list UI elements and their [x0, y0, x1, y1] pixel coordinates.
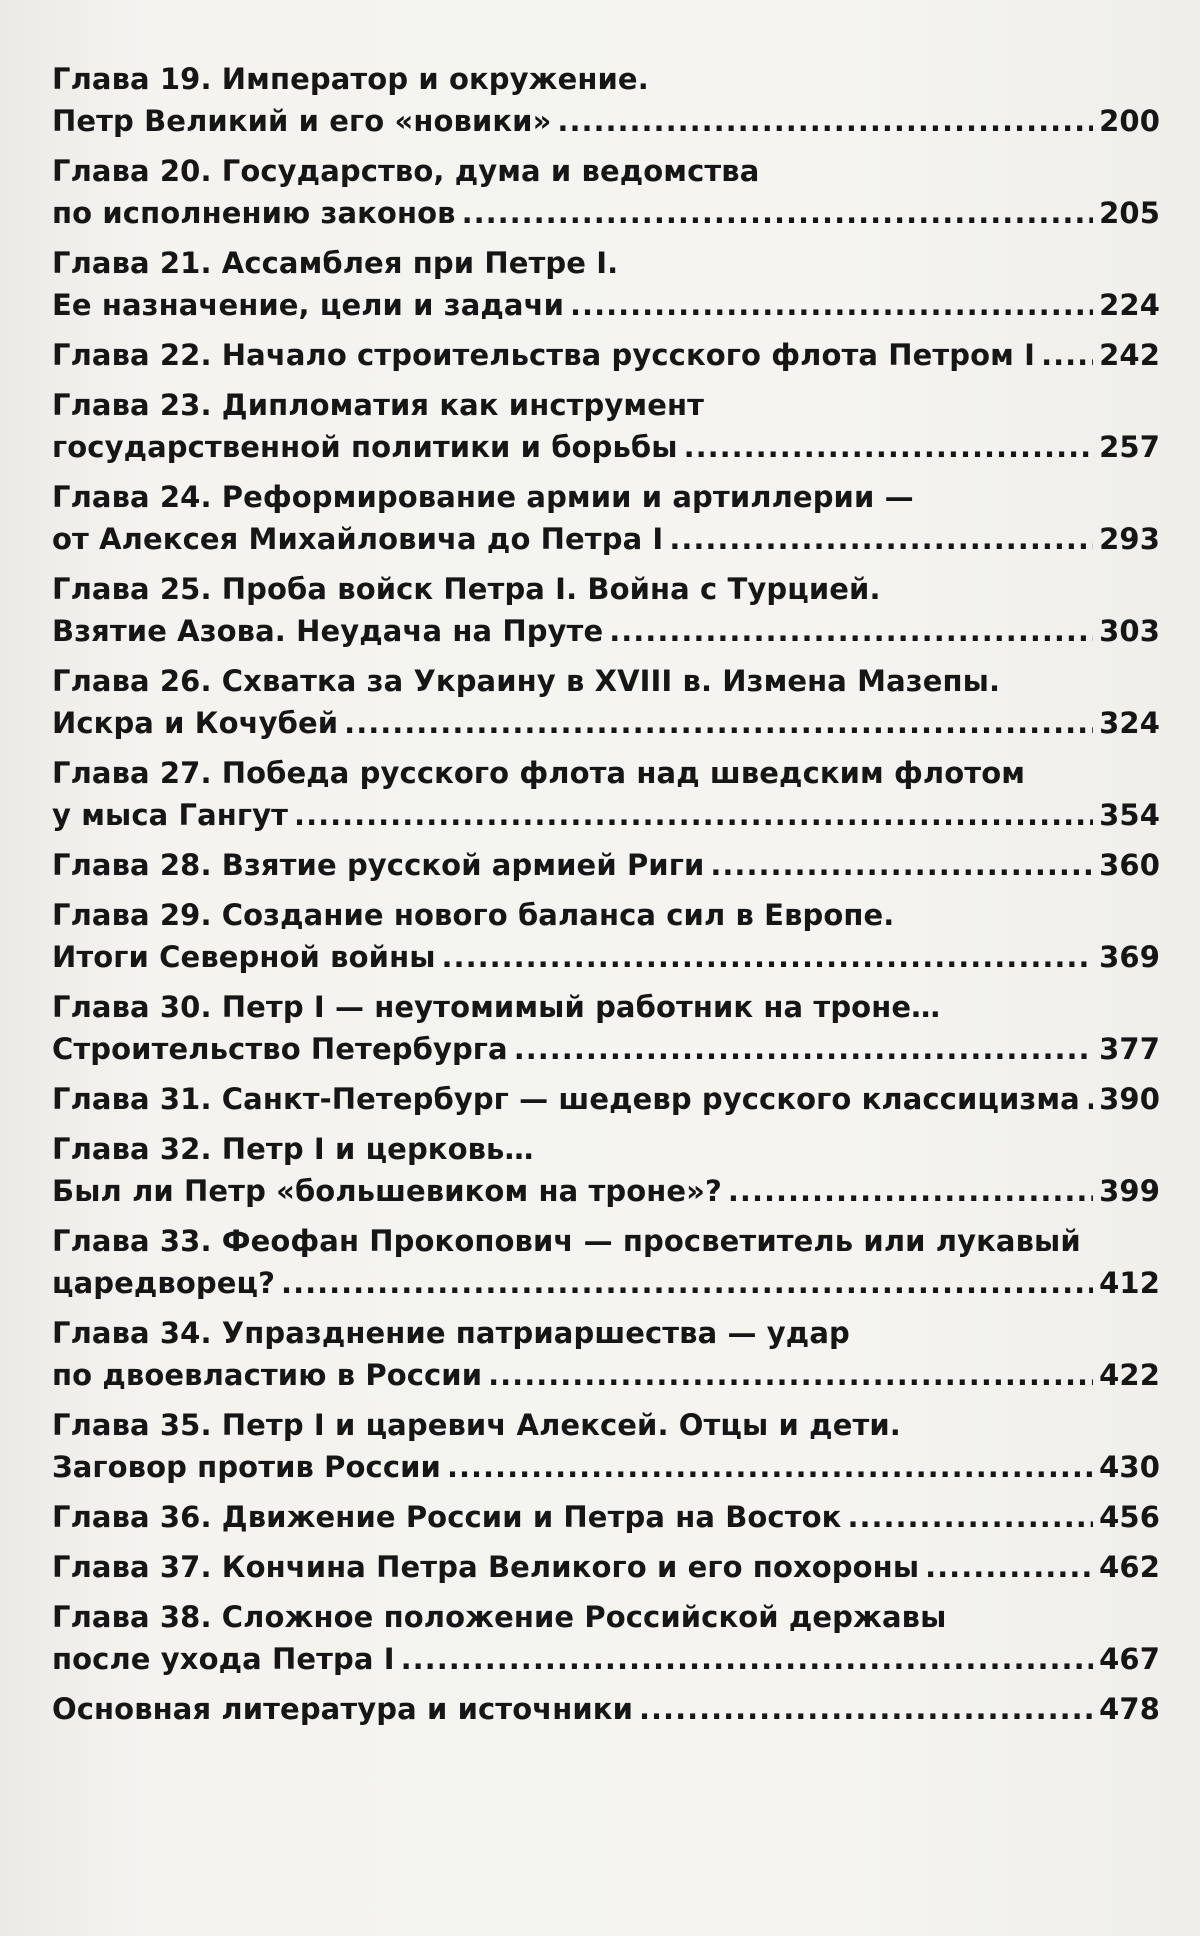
page-number: 200	[1099, 104, 1160, 138]
dot-leader	[401, 1638, 1094, 1680]
toc-entry-chapter-26	[52, 660, 1160, 744]
toc-entry-chapter-37	[52, 1546, 1160, 1588]
dot-leader	[557, 100, 1093, 142]
toc-entry-chapter-28	[52, 844, 1160, 886]
dot-leader	[925, 1546, 1093, 1588]
page-number: 360	[1099, 848, 1160, 882]
chapter-title-line: Итоги Северной войны	[52, 940, 436, 974]
chapter-title-line: Глава 25. Проба войск Петра I. Война с Турцией.	[52, 572, 881, 606]
dot-leader	[609, 610, 1093, 652]
page-number: 478	[1099, 1692, 1160, 1726]
page-number: 257	[1099, 430, 1160, 464]
page-number: 369	[1099, 940, 1160, 974]
chapter-title-line: Глава 29. Создание нового баланса сил в Европе.	[52, 898, 895, 932]
chapter-title-line: Глава 28. Взятие русской армией Риги	[52, 848, 705, 882]
chapter-title-line: Петр Великий и его «новики»	[52, 104, 552, 138]
chapter-title-line: Глава 30. Петр I — неутомимый работник на троне…	[52, 990, 941, 1024]
dot-leader	[669, 518, 1093, 560]
dot-leader	[728, 1170, 1093, 1212]
chapter-title-line: Глава 24. Реформирование армии и артиллерии —	[52, 480, 914, 514]
page-number: 205	[1099, 196, 1160, 230]
chapter-title-line: Глава 20. Государство, дума и ведомства	[52, 154, 760, 188]
chapter-title-line: Глава 23. Дипломатия как инструмент	[52, 388, 705, 422]
chapter-title-line: Был ли Петр «большевиком на троне»?	[52, 1174, 722, 1208]
chapter-title-line: Глава 22. Начало строительства русского флота Петром I	[52, 338, 1036, 372]
chapter-title-line: Глава 31. Санкт-Петербург — шедевр русского классицизма	[52, 1082, 1080, 1116]
dot-leader	[710, 844, 1093, 886]
table-of-contents	[52, 58, 1160, 1738]
toc-entry-chapter-23	[52, 384, 1160, 468]
chapter-title-line: по двоевластию в России	[52, 1358, 483, 1392]
chapter-title-line: Глава 34. Упразднение патриаршества — удар	[52, 1316, 850, 1350]
chapter-title-line: Заговор против России	[52, 1450, 441, 1484]
dot-leader	[570, 284, 1093, 326]
chapter-title-line: Глава 26. Схватка за Украину в XVIII в. Измена Мазепы.	[52, 664, 1001, 698]
chapter-title-line: Глава 19. Император и окружение.	[52, 62, 649, 96]
toc-entry-chapter-33	[52, 1220, 1160, 1304]
page-number: 242	[1099, 338, 1160, 372]
chapter-title-line: государственной политики и борьбы	[52, 430, 678, 464]
chapter-title-line: Строительство Петербурга	[52, 1032, 508, 1066]
dot-leader	[462, 192, 1094, 234]
toc-entry-chapter-25	[52, 568, 1160, 652]
dot-leader	[639, 1688, 1093, 1730]
toc-entry-chapter-36	[52, 1496, 1160, 1538]
dot-leader	[488, 1354, 1093, 1396]
page-number: 224	[1099, 288, 1160, 322]
toc-entry-chapter-29	[52, 894, 1160, 978]
dot-leader	[1086, 1078, 1093, 1120]
page-number: 354	[1099, 798, 1160, 832]
chapter-title-line: Глава 35. Петр I и царевич Алексей. Отцы и дети.	[52, 1408, 901, 1442]
chapter-title-line: Искра и Кочубей	[52, 706, 339, 740]
chapter-title-line: Глава 38. Сложное положение Российской державы	[52, 1600, 947, 1634]
page-number: 399	[1099, 1174, 1160, 1208]
toc-entry-chapter-24	[52, 476, 1160, 560]
toc-entry-chapter-31	[52, 1078, 1160, 1120]
page-number: 412	[1099, 1266, 1160, 1300]
chapter-title-line: Глава 32. Петр I и церковь…	[52, 1132, 534, 1166]
dot-leader	[442, 936, 1094, 978]
chapter-title-line: Глава 37. Кончина Петра Великого и его похороны	[52, 1550, 920, 1584]
chapter-title-line: после ухода Петра I	[52, 1642, 395, 1676]
chapter-title-line: Глава 33. Феофан Прокопович — просветитель или лукавый	[52, 1224, 1081, 1258]
dot-leader	[1041, 334, 1093, 376]
chapter-title-line: Основная литература и источники	[52, 1692, 634, 1726]
dot-leader	[344, 702, 1093, 744]
dot-leader	[281, 1262, 1093, 1304]
page-number: 456	[1099, 1500, 1160, 1534]
chapter-title-line: Глава 36. Движение России и Петра на Восток	[52, 1500, 842, 1534]
toc-entry-chapter-20	[52, 150, 1160, 234]
page-number: 467	[1099, 1642, 1160, 1676]
toc-entry-chapter-27	[52, 752, 1160, 836]
dot-leader	[684, 426, 1094, 468]
page-number: 303	[1099, 614, 1160, 648]
page-number: 324	[1099, 706, 1160, 740]
chapter-title-line: Взятие Азова. Неудача на Пруте	[52, 614, 604, 648]
toc-entry-bibliography	[52, 1688, 1160, 1730]
toc-entry-chapter-38	[52, 1596, 1160, 1680]
dot-leader	[847, 1496, 1093, 1538]
page-number: 293	[1099, 522, 1160, 556]
chapter-title-line: Глава 21. Ассамблея при Петре I.	[52, 246, 619, 280]
chapter-title-line: по исполнению законов	[52, 196, 456, 230]
dot-leader	[514, 1028, 1093, 1070]
toc-entry-chapter-32	[52, 1128, 1160, 1212]
page-number: 377	[1099, 1032, 1160, 1066]
toc-entry-chapter-30	[52, 986, 1160, 1070]
toc-entry-chapter-34	[52, 1312, 1160, 1396]
page-number: 462	[1099, 1550, 1160, 1584]
chapter-title-line: у мыса Гангут	[52, 798, 289, 832]
page-number: 430	[1099, 1450, 1160, 1484]
dot-leader	[294, 794, 1093, 836]
toc-entry-chapter-21	[52, 242, 1160, 326]
toc-entry-chapter-19	[52, 58, 1160, 142]
chapter-title-line: Глава 27. Победа русского флота над шведским флотом	[52, 756, 1026, 790]
dot-leader	[447, 1446, 1093, 1488]
page-number: 390	[1099, 1082, 1160, 1116]
chapter-title-line: царедворец?	[52, 1266, 276, 1300]
toc-entry-chapter-35	[52, 1404, 1160, 1488]
chapter-title-line: от Алексея Михайловича до Петра I	[52, 522, 664, 556]
toc-entry-chapter-22	[52, 334, 1160, 376]
chapter-title-line: Ее назначение, цели и задачи	[52, 288, 565, 322]
page-number: 422	[1099, 1358, 1160, 1392]
